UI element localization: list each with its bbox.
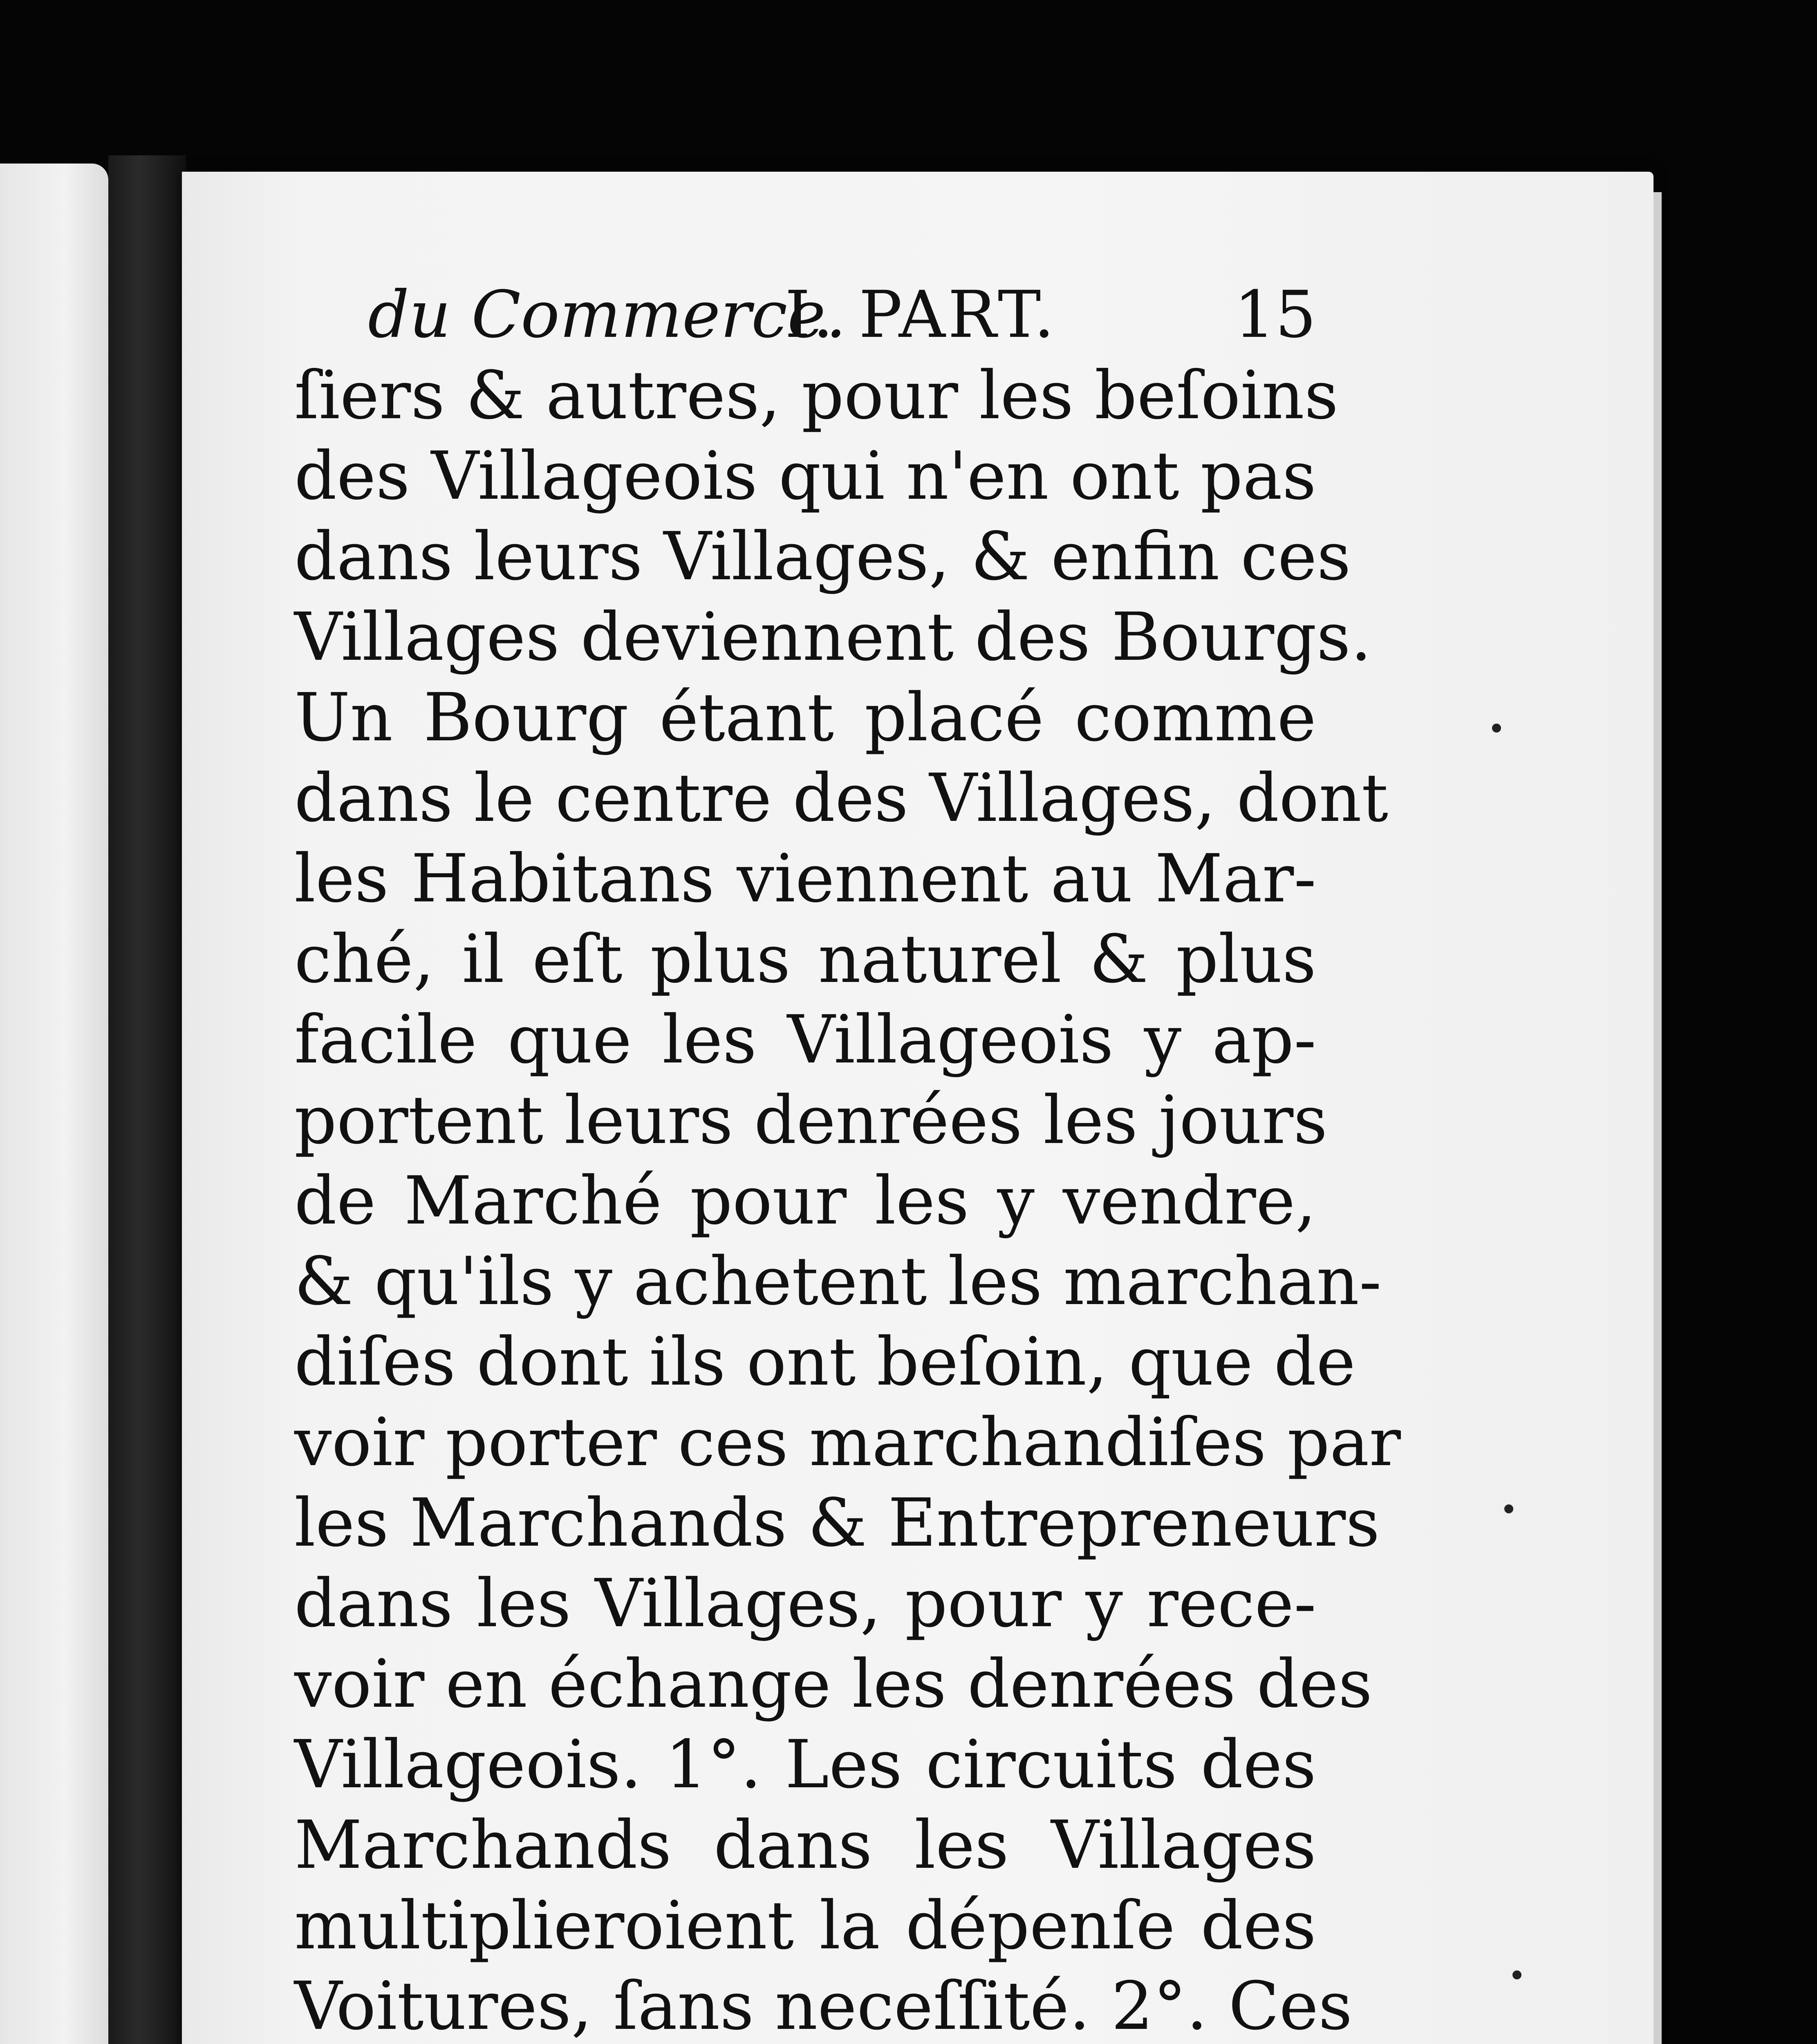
book-binding-gutter [108,155,186,2044]
text-line: des Villageois qui n'en ont pas [294,438,1316,515]
text-line: Voitures, ſans neceſſité. 2°. Ces [294,1968,1353,2044]
text-line: voir porter ces marchandiſes par [294,1404,1401,1481]
running-head [294,274,1316,356]
text-line: voir en échange les denrées des [294,1646,1373,1723]
page-text [294,274,1401,2044]
text-line: les Habitans viennent au Mar- [294,840,1316,917]
text-line: portent leurs denrées les jours [294,1082,1328,1159]
ink-speck [1504,1504,1513,1513]
text-line: dans leurs Villages, & enfin ces [294,518,1351,595]
page-number: 15 [1234,277,1316,352]
previous-page-edge [0,164,108,2044]
text-line: ché, il eſt plus naturel & plus [294,921,1316,998]
body-text [294,356,1401,2044]
ink-speck [1492,724,1501,733]
text-line: diſes dont ils ont beſoin, que de [294,1324,1356,1401]
text-line: Villageois. 1°. Les circuits des [294,1726,1316,1803]
text-line: multiplieroient la dépenſe des [294,1887,1316,1964]
page-edge [1653,192,1662,2044]
text-line: dans les Villages, pour y rece- [294,1565,1316,1642]
text-line: Villages deviennent des Bourgs. [294,599,1372,676]
text-line: ſiers & autres, pour les beſoins [294,357,1339,434]
ink-speck [1512,1970,1521,1979]
running-head-title: du Commerce. [368,277,847,352]
text-line: les Marchands & Entrepreneurs [294,1485,1380,1562]
running-head-part: I. PART. [785,277,1057,352]
text-line: Un Bourg étant placé comme [294,679,1316,756]
text-line: facile que les Villageois y ap- [294,1002,1316,1078]
text-line: Marchands dans les Villages [294,1807,1316,1884]
text-line: de Marché pour les y vendre, [294,1163,1316,1239]
text-line: dans le centre des Villages, dont [294,760,1389,837]
text-line: & qu'ils y achetent les marchan- [294,1243,1382,1320]
